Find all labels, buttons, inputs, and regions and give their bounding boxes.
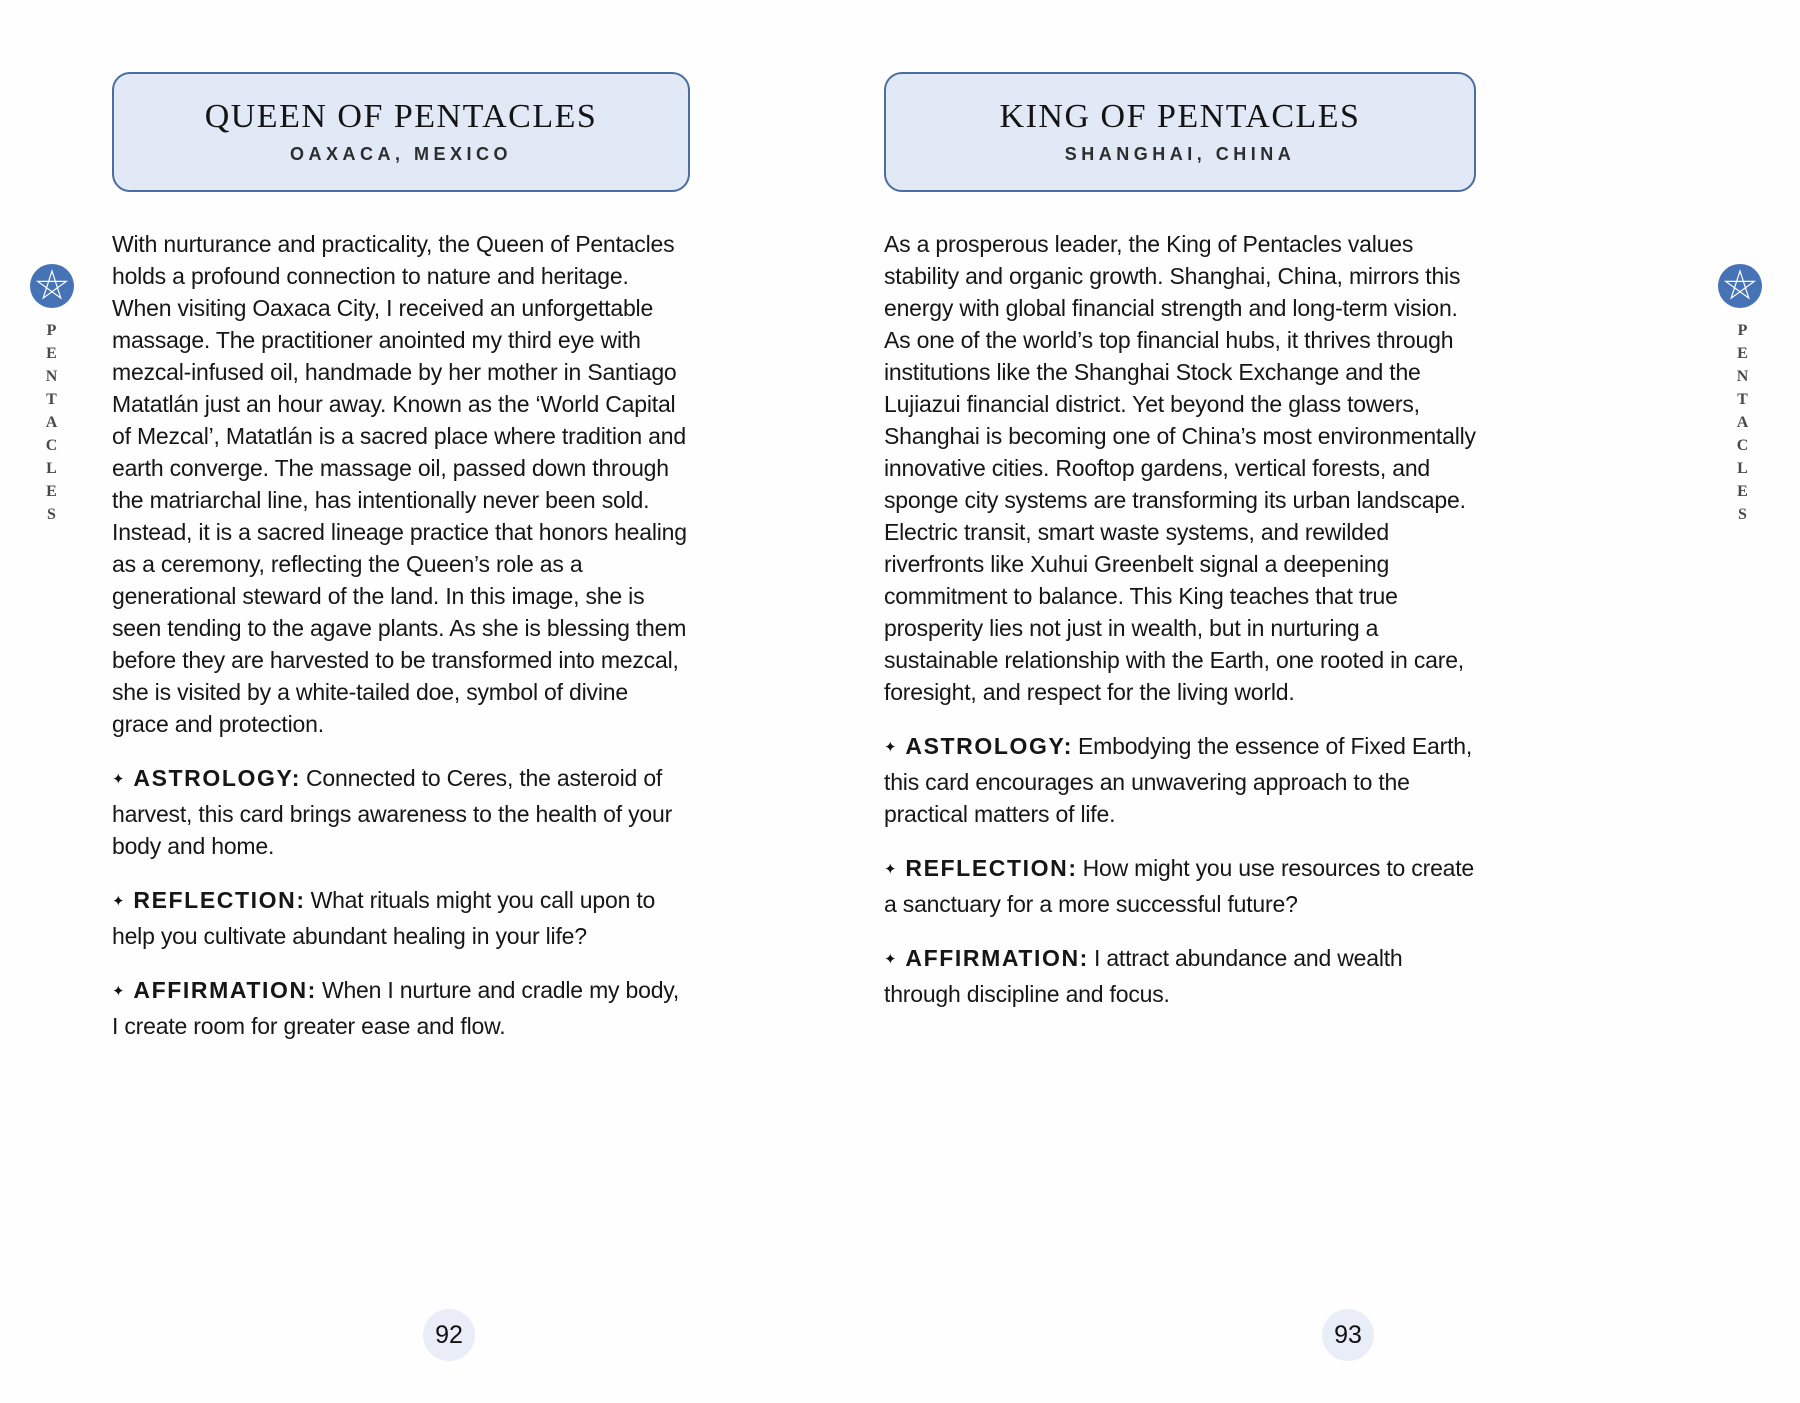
side-tab-label: PENTACLES: [43, 322, 60, 529]
diamond-bullet-icon: ✦: [112, 893, 125, 910]
pentacle-icon: [30, 264, 74, 308]
section-text: How might you use resources to create a sanctuary for a more successful future?: [884, 855, 1475, 917]
diamond-bullet-icon: ✦: [884, 951, 897, 968]
page-number-right: 93: [1322, 1309, 1374, 1361]
diamond-bullet-icon: ✦: [112, 771, 125, 788]
section-label: AFFIRMATION:: [905, 945, 1089, 971]
section-text: Connected to Ceres, the asteroid of harvest, this card brings awareness to the health of your body and home.: [112, 765, 673, 859]
section-text: What rituals might you call upon to help you cultivate abundant healing in your life?: [112, 887, 656, 949]
body-paragraph: As a prosperous leader, the King of Pentacles values stability and organic growth. Shanghai, China, mirrors this energy with global financial strength and long-term vision. As one of the world’s top financial hubs, it thrives through institutions like the Shanghai Stock Exchange and the Lujiazui financial district. Yet beyond the glass towers, Shanghai is becoming one of China’s most environmentally innovative cities. Rooftop gardens, vertical forests, and sponge city systems are transforming its urban landscape. Electric transit, smart waste systems, and rewilded riverfronts like Xuhui Greenbelt signal a deepening commitment to balance. This King teaches that true prosperity lies not just in wealth, but in nurturing a sustainable relationship with the Earth, one rooted in care, foresight, and respect for the living world.: [884, 231, 1476, 705]
reflection-section: [884, 852, 1476, 920]
section-label: AFFIRMATION:: [133, 977, 317, 1003]
body-paragraph: With nurturance and practicality, the Queen of Pentacles holds a profound connection to nature and heritage. When visiting Oaxaca City, I received an unforgettable massage. The practitioner anointed my third eye with mezcal-infused oil, handmade by her mother in Santiago Matatlán just an hour away. Known as the ‘World Capital of Mezcal’, Matatlán is a sacred place where tradition and earth converge. The massage oil, passed down through the matriarchal line, has intentionally never been sold. Instead, it is a sacred lineage practice that honors healing as a ceremony, reflecting the Queen’s role as a generational steward of the land. In this image, she is seen tending to the agave plants. As she is blessing them before they are harvested to be transformed into mezcal, she is visited by a white-tailed doe, symbol of divine grace and protection.: [112, 231, 687, 737]
card-title-box: [112, 72, 690, 192]
pentacle-icon: [1718, 264, 1762, 308]
page-number-left: 92: [423, 1309, 475, 1361]
section-text: When I nurture and cradle my body, I create room for greater ease and flow.: [112, 977, 680, 1039]
diamond-bullet-icon: ✦: [884, 739, 897, 756]
affirmation-section: [112, 974, 690, 1042]
section-text: Embodying the essence of Fixed Earth, this card encourages an unwavering approach to the practical matters of life.: [884, 733, 1473, 827]
section-label: REFLECTION:: [905, 855, 1078, 881]
section-label: ASTROLOGY:: [133, 765, 301, 791]
card-subtitle: SHANGHAI, CHINA: [1064, 143, 1296, 164]
card-subtitle: OAXACA, MEXICO: [289, 143, 512, 164]
diamond-bullet-icon: ✦: [112, 983, 125, 1000]
page-left: [112, 0, 690, 1042]
page-right: [884, 0, 1476, 1010]
card-title: KING OF PENTACLES: [999, 98, 1361, 136]
reflection-section: [112, 884, 690, 952]
side-tab-label: PENTACLES: [1734, 322, 1751, 529]
card-title: QUEEN OF PENTACLES: [204, 98, 598, 136]
diamond-bullet-icon: ✦: [884, 861, 897, 878]
section-label: REFLECTION:: [133, 887, 306, 913]
affirmation-section: [884, 942, 1476, 1010]
card-title-box: [884, 72, 1476, 192]
section-label: ASTROLOGY:: [905, 733, 1073, 759]
astrology-section: [884, 730, 1476, 830]
astrology-section: [112, 762, 690, 862]
section-text: I attract abundance and wealth through discipline and focus.: [884, 945, 1403, 1007]
